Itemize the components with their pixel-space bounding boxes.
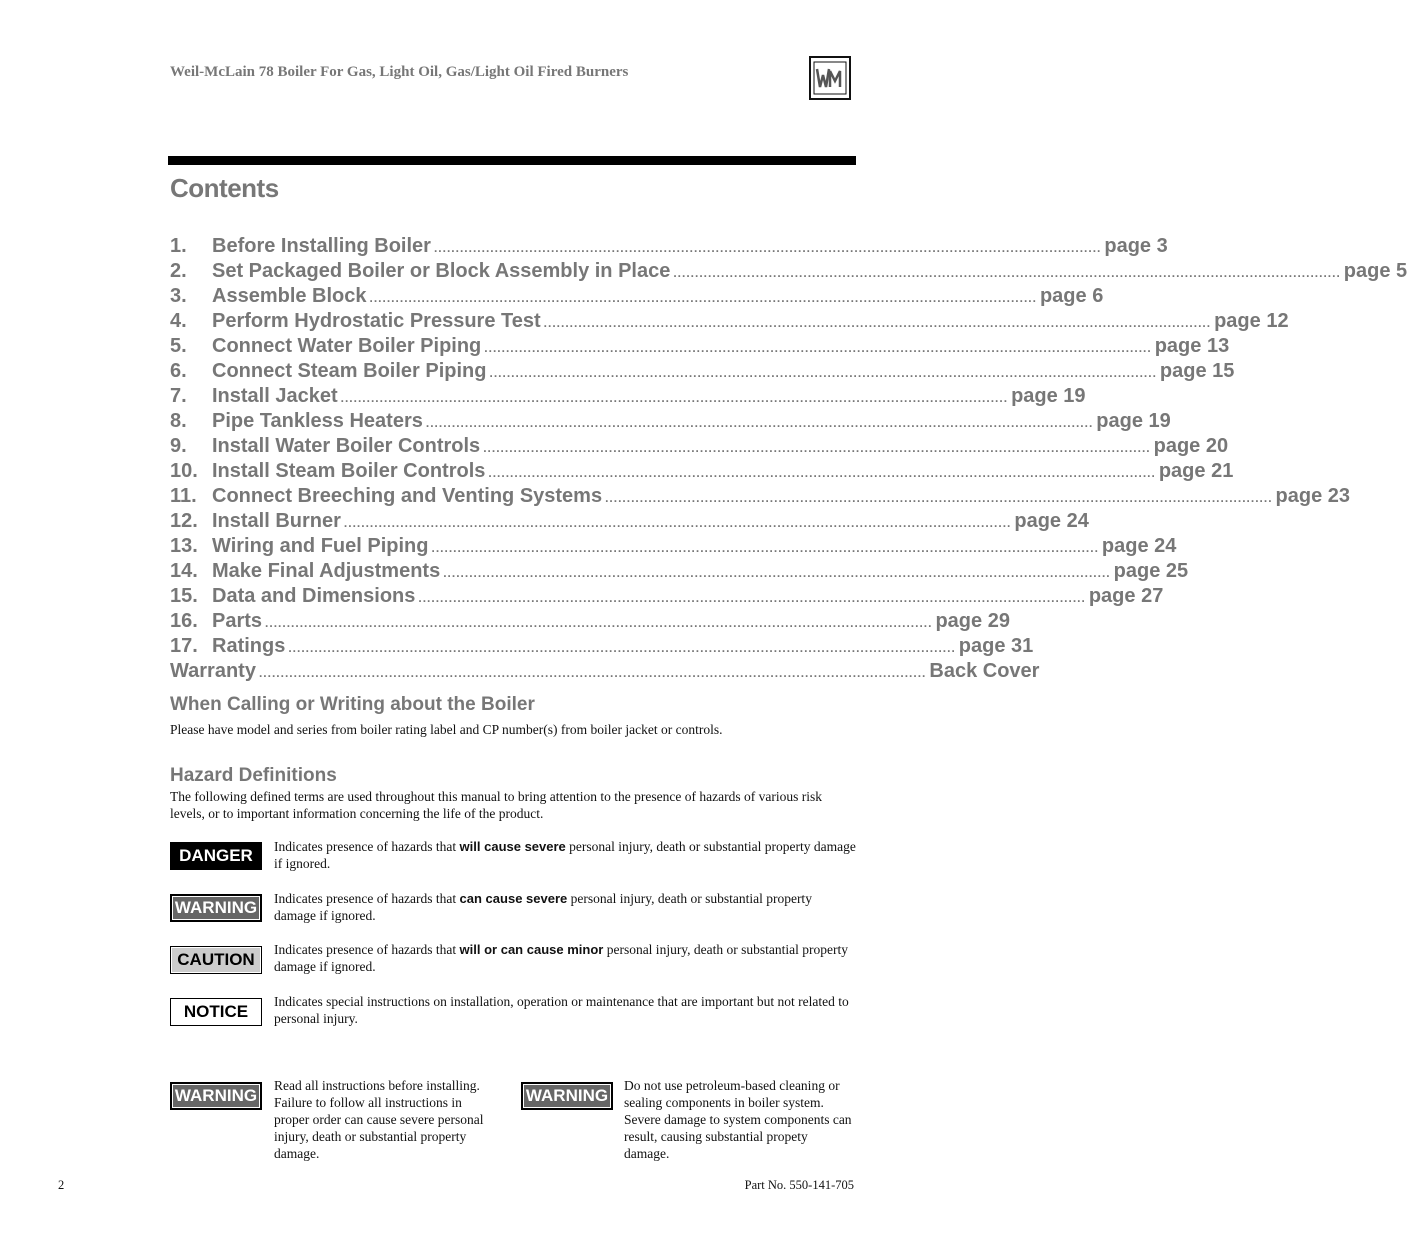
caution-text-pre: Indicates presence of hazards that (274, 942, 460, 957)
calling-text: Please have model and series from boiler rating label and CP number(s) from boiler jacket or controls. (170, 722, 723, 737)
toc-entry-title: Pipe Tankless Heaters (212, 410, 423, 432)
toc-entry-page: page 19 (1011, 385, 1086, 407)
toc-entry-page: page 27 (1088, 585, 1164, 607)
toc-entry-number: 10. (170, 460, 198, 482)
toc-entry-title: Wiring and Fuel Piping (212, 535, 429, 557)
toc-entry[interactable] (170, 285, 1104, 310)
warning-petroleum-text: Do not use petroleum-based cleaning or sealing components in boiler system. Severe damage to system components can result, causing substantial propety damage. (624, 1078, 852, 1161)
danger-definition (274, 838, 856, 872)
toc-entry-number: 8. (170, 410, 187, 432)
toc-entry-number: 13. (170, 535, 198, 557)
danger-text-post: personal injury, death or substantial property damage if ignored. (274, 839, 856, 871)
toc-entry-number: 9. (170, 435, 187, 457)
toc-entry[interactable] (170, 410, 1171, 435)
toc-dot-leader: .......................................................................................................................................................... (543, 316, 1212, 330)
toc-entry-number: 2. (170, 260, 187, 282)
toc-entry-number: 17. (170, 635, 198, 657)
toc-entry-page: page 13 (1154, 335, 1230, 357)
weil-mclain-logo (809, 56, 851, 100)
danger-text-strong: will cause severe (459, 839, 566, 854)
toc-entry-number: 5. (170, 335, 187, 357)
toc-entry[interactable] (170, 485, 1351, 510)
toc-entry[interactable] (170, 610, 1010, 635)
toc-entry-page: page 5 (1343, 260, 1407, 282)
toc-entry-page: page 6 (1039, 285, 1104, 307)
logo-mark-icon (813, 61, 847, 95)
warning-instructions-text: Read all instructions before installing. Failure to follow all instructions in proper order can cause severe personal injury, death or substantial property damage. (274, 1078, 484, 1161)
toc-entry-title: Install Steam Boiler Controls (212, 460, 486, 482)
toc-entry-title: Make Final Adjustments (212, 560, 441, 582)
toc-entry-page: page 15 (1159, 360, 1235, 382)
warning-text-post: personal injury, death or substantial property damage if ignored. (274, 891, 812, 923)
toc-entry[interactable] (170, 510, 1089, 535)
toc-dot-leader: .......................................................................................................................................................... (431, 541, 1099, 555)
toc-entry-number: 4. (170, 310, 187, 332)
toc-dot-leader: .......................................................................................................................................................... (340, 391, 1009, 405)
page-number: 2 (58, 1178, 65, 1192)
header-divider (168, 156, 856, 165)
warning-text-strong: can cause severe (459, 891, 568, 906)
toc-entry-page: page 21 (1158, 460, 1234, 482)
calling-heading: When Calling or Writing about the Boiler (170, 694, 535, 715)
danger-text-pre: Indicates presence of hazards that (274, 839, 460, 854)
toc-entry[interactable] (170, 385, 1086, 410)
toc-entry-page: page 20 (1153, 435, 1229, 457)
toc-entry[interactable] (170, 585, 1164, 610)
toc-entry-title: Before Installing Boiler (212, 235, 431, 257)
toc-entry-page: page 12 (1214, 310, 1289, 332)
caution-text-post: personal injury, death or substantial property damage if ignored. (274, 942, 849, 974)
toc-dot-leader: .......................................................................................................................................................... (418, 591, 1086, 605)
toc-dot-leader: .......................................................................................................................................................... (605, 491, 1273, 505)
toc-entry-number: 14. (170, 560, 198, 582)
toc-entry[interactable] (170, 535, 1177, 560)
warning-definition (274, 890, 856, 924)
warning-label-instructions: WARNING (170, 1082, 262, 1110)
toc-entry-warranty[interactable] (170, 660, 1040, 685)
toc-entry-page: page 23 (1275, 485, 1351, 507)
document-header-title: Weil-McLain 78 Boiler For Gas, Light Oil, Gas/Light Oil Fired Burners (170, 64, 629, 80)
toc-dot-leader: .......................................................................................................................................................... (489, 366, 1157, 380)
table-of-contents (170, 235, 1407, 685)
toc-entry-number: 6. (170, 360, 187, 382)
caution-text-strong: will or can cause minor (459, 942, 604, 957)
toc-dot-leader: .......................................................................................................................................................... (425, 416, 1094, 430)
contents-heading: Contents (170, 173, 279, 203)
toc-dot-leader: .......................................................................................................................................................... (483, 441, 1151, 455)
toc-entry-title: Connect Water Boiler Piping (212, 335, 482, 357)
toc-entry[interactable] (170, 360, 1235, 385)
toc-dot-leader: .......................................................................................................................................................... (288, 641, 956, 655)
toc-entry-title: Assemble Block (212, 285, 367, 307)
toc-entry-number: 16. (170, 610, 198, 632)
toc-dot-leader: .......................................................................................................................................................... (484, 341, 1152, 355)
hazard-intro: The following defined terms are used throughout this manual to bring attention to the presence of hazards of various risk levels, or to important information concerning the life of the product. (170, 789, 822, 821)
toc-entry-number: 11. (170, 485, 197, 507)
toc-dot-leader: .......................................................................................................................................................... (443, 566, 1111, 580)
notice-label: NOTICE (170, 998, 262, 1026)
toc-entry[interactable] (170, 460, 1234, 485)
toc-entry[interactable] (170, 560, 1189, 585)
toc-entry-number: 1. (170, 235, 187, 257)
toc-entry-page: page 24 (1101, 535, 1177, 557)
toc-entry-title: Parts (212, 610, 263, 632)
toc-entry-page: page 29 (935, 610, 1010, 632)
toc-entry-page: Back Cover (929, 660, 1040, 682)
toc-entry-title: Install Jacket (212, 385, 338, 407)
toc-dot-leader: .......................................................................................................................................................... (433, 241, 1102, 255)
toc-entry-page: page 24 (1014, 510, 1089, 532)
toc-dot-leader: .......................................................................................................................................................... (265, 616, 933, 630)
toc-entry-title: Warranty (170, 660, 256, 682)
toc-dot-leader: .......................................................................................................................................................... (369, 291, 1037, 305)
toc-dot-leader: .......................................................................................................................................................... (258, 666, 927, 680)
toc-entry-title: Data and Dimensions (212, 585, 416, 607)
toc-entry-title: Ratings (212, 635, 286, 657)
hazard-heading: Hazard Definitions (170, 765, 337, 786)
caution-definition (274, 941, 856, 975)
danger-label: DANGER (170, 842, 262, 870)
toc-entry-page: page 25 (1113, 560, 1189, 582)
toc-entry[interactable] (170, 435, 1229, 460)
toc-entry-title: Connect Breeching and Venting Systems (212, 485, 603, 507)
toc-entry-title: Connect Steam Boiler Piping (212, 360, 487, 382)
warning-text-pre: Indicates presence of hazards that (274, 891, 460, 906)
toc-entry-page: page 31 (958, 635, 1034, 657)
toc-entry[interactable] (170, 310, 1289, 335)
toc-dot-leader: .......................................................................................................................................................... (488, 466, 1156, 480)
toc-entry-number: 3. (170, 285, 187, 307)
toc-entry-title: Perform Hydrostatic Pressure Test (212, 310, 541, 332)
toc-entry[interactable] (170, 635, 1034, 660)
notice-definition: Indicates special instructions on installation, operation or maintenance that are important but not related to personal injury. (274, 994, 849, 1026)
part-number: Part No. 550-141-705 (744, 1178, 854, 1192)
toc-entry-title: Install Water Boiler Controls (212, 435, 481, 457)
toc-entry-title: Set Packaged Boiler or Block Assembly in Place (212, 260, 671, 282)
toc-entry-title: Install Burner (212, 510, 341, 532)
toc-entry-number: 15. (170, 585, 198, 607)
toc-entry[interactable] (170, 260, 1407, 285)
toc-dot-leader: .......................................................................................................................................................... (673, 266, 1341, 280)
caution-label: CAUTION (170, 946, 262, 974)
warning-label-petroleum: WARNING (521, 1082, 613, 1110)
toc-entry-page: page 19 (1096, 410, 1171, 432)
toc-entry-page: page 3 (1104, 235, 1168, 257)
toc-entry[interactable] (170, 335, 1230, 360)
toc-entry-number: 7. (170, 385, 187, 407)
toc-dot-leader: .......................................................................................................................................................... (343, 516, 1012, 530)
toc-entry[interactable] (170, 235, 1168, 260)
toc-entry-number: 12. (170, 510, 198, 532)
warning-label: WARNING (170, 894, 262, 922)
